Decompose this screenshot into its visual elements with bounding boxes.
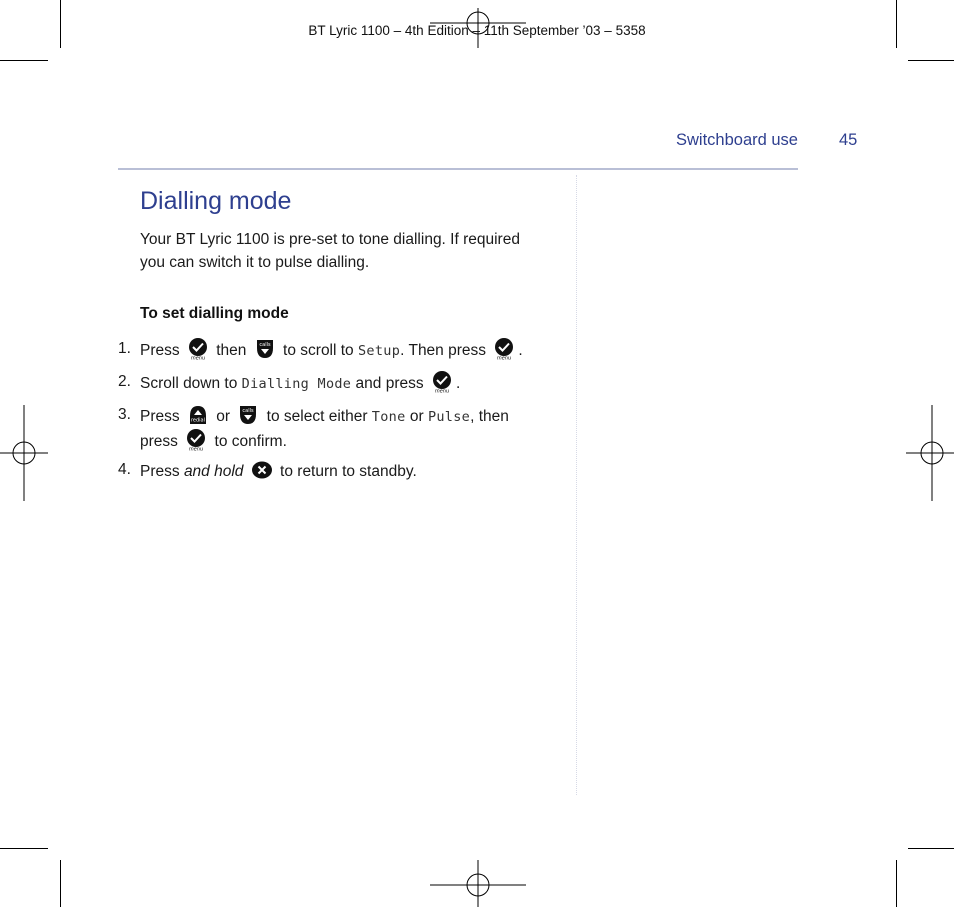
svg-text:menu: menu <box>497 355 512 360</box>
crop-mark-bottom-left-v <box>60 860 61 907</box>
step-2 <box>118 371 461 394</box>
step-line <box>140 371 580 396</box>
step-text-fragment: to select either <box>266 408 368 425</box>
menu-ok-key-icon <box>493 338 515 360</box>
crop-mark-top-right-h <box>908 60 954 61</box>
step-text-fragment: . <box>455 375 461 392</box>
clear-x-key-icon <box>251 459 273 481</box>
menu-ok-key-icon <box>187 338 209 360</box>
registration-mark-right <box>904 405 954 501</box>
menu-ok-key-icon <box>431 371 453 393</box>
column-divider <box>576 175 577 795</box>
lcd-dialling-mode: Dialling Mode <box>241 376 352 392</box>
crop-mark-bottom-left-h <box>0 848 48 849</box>
crop-mark-top-left-h <box>0 60 48 61</box>
page-title: Dialling mode <box>140 187 292 215</box>
svg-text:menu: menu <box>434 388 450 393</box>
svg-text:menu: menu <box>189 446 204 451</box>
step-text-fragment: then <box>216 342 247 359</box>
step-text-fragment: Press <box>140 463 180 480</box>
lcd-pulse: Pulse <box>427 409 471 425</box>
step-line <box>140 459 580 484</box>
step-text <box>140 404 580 453</box>
step-number: 3. <box>118 406 131 423</box>
step-number: 1. <box>118 340 131 357</box>
step-text-fragment: or <box>409 408 424 425</box>
step-text-fragment: Press <box>140 408 180 425</box>
registration-mark-bottom <box>430 860 526 907</box>
calls-down-key-icon <box>254 338 276 360</box>
step-text-fragment: to scroll to <box>283 342 354 359</box>
running-head-section: Switchboard use <box>676 131 798 149</box>
step-line <box>140 338 580 363</box>
redial-up-key-icon <box>187 404 209 426</box>
step-text <box>140 338 580 363</box>
step-text-fragment: . <box>518 342 523 359</box>
print-slug: BT Lyric 1100 – 4th Edition – 11th September ’03 – 5358 <box>308 23 646 38</box>
page-number: 45 <box>839 131 858 149</box>
step-text <box>140 371 580 396</box>
registration-mark-left <box>0 405 50 501</box>
lcd-setup: Setup <box>358 343 401 359</box>
crop-mark-bottom-right-h <box>908 848 954 849</box>
step-text-fragment: to return to standby. <box>280 463 417 480</box>
step-text-fragment: to confirm. <box>214 432 287 450</box>
step-4 <box>118 459 417 482</box>
step-line <box>140 429 580 454</box>
step-text <box>140 459 580 484</box>
crop-mark-bottom-right-v <box>896 860 897 907</box>
step-text-fragment: or <box>216 408 231 425</box>
emphasis-and-hold: and hold <box>183 463 244 480</box>
step-number: 4. <box>118 461 131 478</box>
intro-paragraph <box>140 229 565 274</box>
lcd-tone: Tone <box>371 409 406 425</box>
menu-ok-key-icon <box>185 429 207 451</box>
step-1 <box>118 338 523 361</box>
svg-text:calls: calls <box>242 408 254 414</box>
step-text-fragment: , then <box>470 408 509 425</box>
procedure-heading: To set dialling mode <box>140 305 289 322</box>
svg-text:redial: redial <box>190 417 205 424</box>
svg-text:menu: menu <box>190 355 206 360</box>
step-text-fragment: Scroll down to <box>140 375 238 392</box>
step-text-fragment: . Then press <box>400 342 487 359</box>
step-line <box>140 404 580 429</box>
step-3 <box>118 404 509 451</box>
step-text-fragment: Press <box>140 342 180 359</box>
header-rule <box>118 168 798 170</box>
intro-line-1: Your BT Lyric 1100 is pre-set to tone dialling. If required <box>140 231 520 248</box>
intro-line-2: you can switch it to pulse dialling. <box>140 253 370 271</box>
svg-text:calls: calls <box>259 342 271 348</box>
step-text-fragment: press <box>140 432 178 450</box>
calls-down-key-icon <box>237 404 259 426</box>
step-number: 2. <box>118 373 131 390</box>
step-text-fragment: and press <box>355 375 424 392</box>
